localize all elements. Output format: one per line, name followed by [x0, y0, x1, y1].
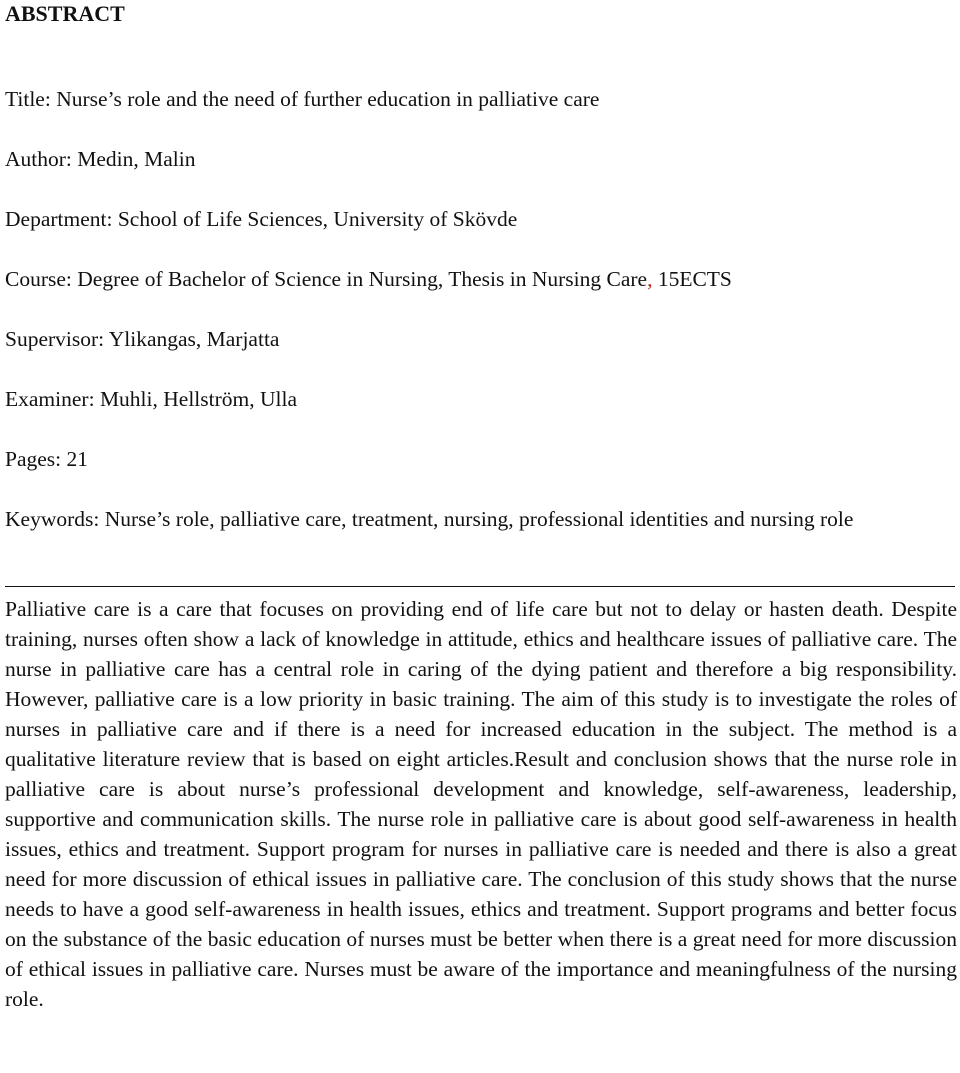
author-value: Medin, Malin — [77, 147, 196, 171]
department-line — [5, 204, 517, 234]
keywords-label: Keywords: — [5, 507, 100, 531]
pages-line — [5, 444, 88, 474]
supervisor-value: Ylikangas, Marjatta — [108, 327, 280, 351]
course-credits: 15ECTS — [657, 267, 732, 291]
course-line — [5, 264, 732, 294]
examiner-label: Examiner: — [5, 387, 95, 411]
course-label: Course: — [5, 267, 72, 291]
course-comma: , — [647, 267, 653, 291]
pages-value: 21 — [66, 447, 89, 471]
abstract-body: Palliative care is a care that focuses on providing end of life care but not to delay or hasten death. Despite training, nurses often show a lack of knowledge in attitude, ethics and healthcare issues of palliative care. The nurse in palliative care has a central role in caring of the dying patient and therefore a big responsibility. However, palliative care is a low priority in basic training. The aim of this study is to investigate the roles of nurses in palliative care and if there is a need for increased education in the subject. The method is a qualitative literature review that is based on eight articles.Result and conclusion shows that the nurse role in palliative care is about nurse’s professional development and knowledge, self-awareness, leadership, supportive and communication skills. The nurse role in palliative care is about good self-awareness in health issues, ethics and treatment. Support program for nurses in palliative care is needed and there is also a great need for more discussion of ethical issues in palliative care. The conclusion of this study shows that the nurse needs to have a good self-awareness in health issues, ethics and treatment. Support programs and better focus on the substance of the basic education of nurses must be better when there is a great need for more discussion of ethical issues in palliative care. Nurses must be aware of the importance and meaningfulness of the nursing role. — [5, 597, 957, 1011]
examiner-value: Muhli, Hellström, Ulla — [99, 387, 298, 411]
separator-line — [5, 586, 955, 587]
course-value: Degree of Bachelor of Science in Nursing, Thesis in Nursing Care — [77, 267, 648, 291]
keywords-value: Nurse’s role, palliative care, treatment, nursing, professional identities and nursing role — [104, 507, 854, 531]
department-label: Department: — [5, 207, 113, 231]
abstract-heading: ABSTRACT — [5, 1, 125, 26]
supervisor-line — [5, 324, 279, 354]
title-value: Nurse’s role and the need of further education in palliative care — [56, 87, 600, 111]
pages-label: Pages: — [5, 447, 62, 471]
keywords-block — [5, 504, 957, 534]
department-value: School of Life Sciences, University of Skövde — [117, 207, 518, 231]
supervisor-label: Supervisor: — [5, 327, 105, 351]
title-line — [5, 84, 599, 114]
examiner-line — [5, 384, 297, 414]
author-line — [5, 144, 196, 174]
author-label: Author: — [5, 147, 72, 171]
title-label: Title: — [5, 87, 51, 111]
